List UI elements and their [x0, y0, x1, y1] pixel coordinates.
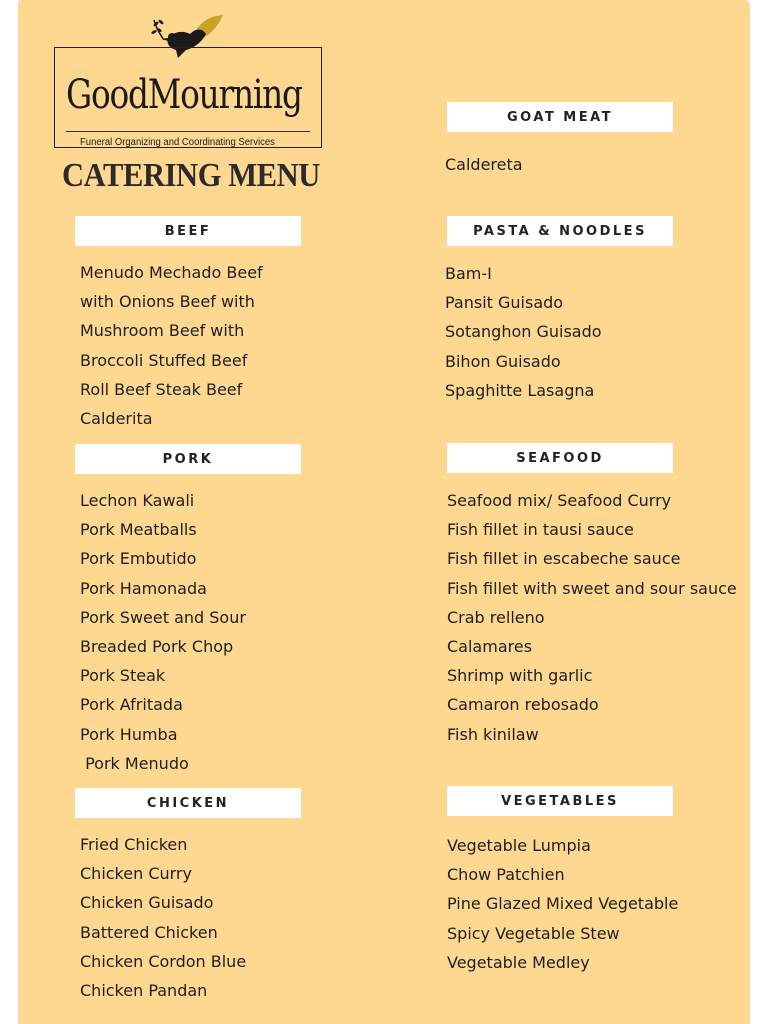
menu-item: Pork Hamonada — [80, 578, 207, 598]
menu-item: Pork Sweet and Sour — [80, 607, 246, 627]
menu-item: Menudo Mechado Beef — [80, 263, 263, 282]
section-header-beef: BEEF — [75, 216, 301, 246]
menu-item: Mushroom Beef with — [80, 321, 245, 341]
menu-item: Vegetable Medley — [447, 952, 590, 972]
menu-item: Spicy Vegetable Stew — [447, 923, 620, 943]
list-seafood — [447, 486, 737, 749]
menu-item: Chow Patchien — [447, 865, 565, 885]
menu-item: Battered Chicken — [80, 922, 218, 942]
list-goat-meat — [445, 150, 523, 179]
menu-item: Fish fillet in tausi sauce — [447, 520, 634, 540]
menu-item: Fish kinilaw — [447, 724, 539, 744]
menu-item: Crab relleno — [447, 607, 545, 627]
list-beef — [80, 258, 263, 433]
menu-item: Fish fillet with sweet and sour sauce — [447, 578, 737, 598]
logo-tagline: Funeral Organizing and Coordinating Services — [80, 137, 275, 148]
menu-item: Caldereta — [445, 155, 523, 174]
menu-item: Chicken Curry — [80, 864, 192, 884]
menu-item: Chicken Cordon Blue — [80, 951, 247, 971]
menu-item: Calderita — [80, 408, 153, 428]
menu-item: Calamares — [447, 636, 533, 656]
menu-item: Bihon Guisado — [445, 351, 561, 371]
menu-item: Roll Beef Steak Beef — [80, 379, 243, 399]
menu-item: Camaron rebosado — [447, 695, 599, 715]
menu-item: Pork Afritada — [80, 695, 183, 715]
menu-item: Pine Glazed Mixed Vegetable — [447, 894, 679, 914]
menu-item: with Onions Beef with — [80, 292, 255, 312]
menu-item: Fish fillet in escabeche sauce — [447, 549, 681, 569]
menu-item: Shrimp with garlic — [447, 666, 593, 686]
menu-item: Pork Steak — [80, 666, 166, 686]
menu-item: Vegetable Lumpia — [447, 836, 591, 855]
menu-item: Seafood mix/ Seafood Curry — [447, 491, 672, 510]
menu-item: Breaded Pork Chop — [80, 636, 234, 656]
list-chicken — [80, 830, 246, 1005]
menu-item: Pork Menudo — [80, 753, 189, 773]
menu-item: Pork Embutido — [80, 549, 197, 569]
menu-item: Spaghitte Lasagna — [445, 380, 595, 400]
menu-item: Lechon Kawali — [80, 491, 195, 510]
menu-item: Pork Humba — [80, 724, 178, 744]
list-pork — [80, 486, 246, 778]
section-header-seafood: SEAFOOD — [447, 443, 673, 473]
menu-item: Fried Chicken — [80, 835, 188, 854]
menu-item: Chicken Pandan — [80, 980, 208, 1000]
menu-item: Chicken Guisado — [80, 893, 214, 913]
menu-item: Bam-I — [445, 264, 492, 283]
menu-item: Pork Meatballs — [80, 520, 197, 540]
list-vegetables — [447, 831, 678, 977]
section-header-goat-meat: GOAT MEAT — [447, 102, 673, 132]
menu-item: Sotanghon Guisado — [445, 322, 602, 342]
page-title: CATERING MENU — [62, 157, 320, 194]
list-pasta-noodles — [445, 259, 602, 405]
menu-item: Pansit Guisado — [445, 293, 564, 313]
section-header-vegetables: VEGETABLES — [447, 786, 673, 816]
menu-item: Broccoli Stuffed Beef — [80, 350, 248, 370]
section-header-pork: PORK — [75, 444, 301, 474]
logo-wordmark: GoodMourning — [66, 72, 302, 118]
section-header-pasta-noodles: PASTA & NOODLES — [447, 216, 673, 246]
tagline-divider — [66, 131, 310, 132]
section-header-chicken: CHICKEN — [75, 788, 301, 818]
